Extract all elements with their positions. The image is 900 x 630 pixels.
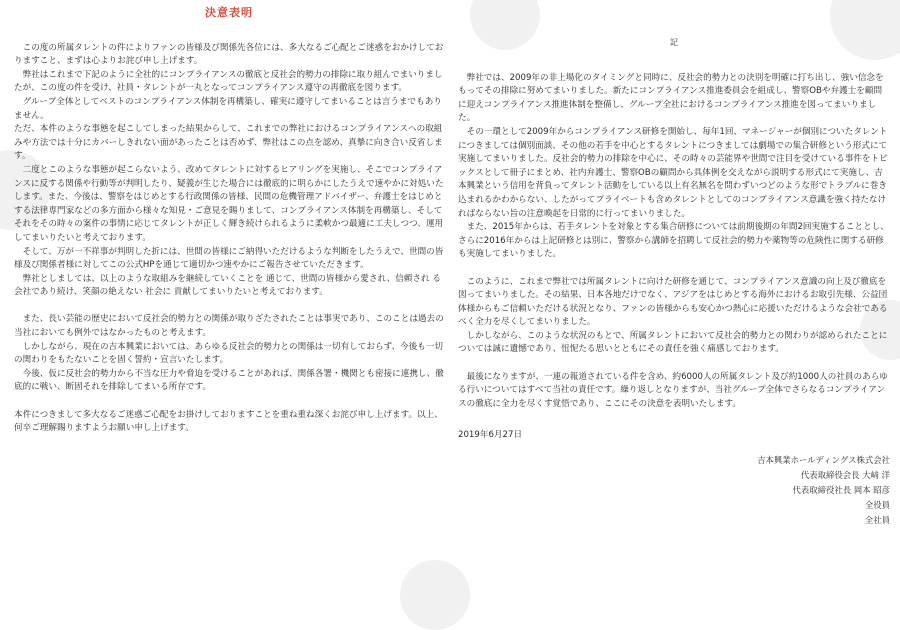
paragraph: 最後になりますが、一連の報道されている件を含め、約6000人の所属タレント及び約1000人の社員のあらゆる行いについてはすべて当社の責任です。繰り返しとなりますが、当社グループ全体でさらなるコンプライアンスの徹底に全力を尽くす覚悟であり、ここにその決意を表明いたします。 xyxy=(458,371,888,409)
right-body xyxy=(458,72,890,412)
paragraph-gap xyxy=(458,357,890,371)
signature-officers: 全役員 xyxy=(864,500,890,511)
left-body xyxy=(14,42,444,436)
paragraph: このように、これまで弊社では所属タレントに向けた研修を通じて、コンプライアンス意識の向上及び徹底を図ってまいりました。その結果、日本各地だけでなく、アジアをはじめとする海外におけるお取引先様、公益団体様からもご信頼いただける状況となり、ファンの皆様からも安心かつ熱心に応援いただけるような会社であるべく全力を尽くしてまいりました。 xyxy=(458,276,888,328)
left-page xyxy=(14,0,444,600)
section-heading: 記 xyxy=(670,38,678,47)
paragraph: しかしながら、このような状況のもとで、所属タレントにおいて反社会的勢力との関わりが認められたことについては誠に遺憾であり、忸怩たる思いとともにその責任を強く痛感しております。 xyxy=(458,330,888,355)
paragraph: そして、万が一不祥事が判明した折には、世間の皆様にご納得いただけるような判断をしたうえで、世間の皆様及び関係者様に対してこの公式HPを通じて適切かつ速やかにご報告させていただきます。 xyxy=(14,246,444,271)
paragraph: 弊社では、2009年の非上場化のタイミングと同時に、反社会的勢力との決別を明確に打ち出し、強い信念をもってその排除に努めてまいりました。新たにコンプライアンス推進委員会を組成し、警察OBや弁護士を顧問に迎えコンプライアンス推進体制を整備し、グループ全社におけるコンプライアンス推進を図ってまいりました。 xyxy=(458,72,884,124)
paragraph: 弊社としましては、以上のような取組みを継続していくことを 通じて、世間の皆様から愛され、信頼され る会社であり続け、笑顔の絶えない 社会に 貢献してまいりたいと考えております。 xyxy=(14,273,441,298)
paragraph-gap xyxy=(14,300,444,314)
paragraph: グループ全体としてベストのコンプライアンス体制を再構築し、確実に遵守してまいることは言うまでもありません。 xyxy=(14,96,442,121)
paragraph: また、2015年からは、若手タレントを対象とする集合研修については前期後期の年間2回実施することとし、さらに2016年からは上記研修とは別に、警察から講師を招聘して反社会的勢力や薬物等の危険性に関する研修も実施してまいりました。 xyxy=(458,222,889,260)
paragraph: 本件につきまして多大なるご迷惑ご心配をお掛けしておりますことを重ね重ね深くお詫び申し上げます。以上、何卒ご理解賜りますようお願い申し上げます。 xyxy=(14,409,443,434)
right-page xyxy=(458,0,890,600)
paragraph: 今後、仮に反社会的勢力から不当な圧力や脅迫を受けることがあれば、関係各署・機関とも密接に連携し、徹底的に戦い、断固それを排除してまいる所存です。 xyxy=(14,368,444,393)
signature-employees: 全社員 xyxy=(864,515,890,526)
paragraph: また、長い芸能の歴史において反社会的勢力との関係が取りざたされたことは事実であり、このことは過去の当社においても例外ではなかったものと考えます。 xyxy=(14,314,444,339)
signature-company: 吉本興業ホールディングス株式会社 xyxy=(757,455,890,466)
signature-president: 代表取締役社長 岡本 昭彦 xyxy=(792,485,890,496)
document-title: 決意表明 xyxy=(205,6,253,19)
paragraph-gap xyxy=(14,395,444,409)
signature-chairman: 代表取締役会長 大﨑 洋 xyxy=(800,470,890,481)
paragraph: 二度とこのような事態が起こらないよう、改めてタレントに対するヒアリングを実施し、そこでコンプライアンスに反する関係や行動等が判明したり、疑義が生じた場合には徹底的に明らかにしたうえで速やかに対処いたします。また、今後は、警察をはじめとする行政関係の皆様、民間の危機管理アドバイザー、弁護士をはじめとする法律専門家などの多方面から様々な知見・ご意見を賜りまして、コンプライアンス体制を再構築し、そしてそれをその時々の案件の事情に応じてタレントが正しく輝き続けられるように柔軟かつ最適に工夫しつつ、運用してまいりたいと考えております。 xyxy=(14,164,444,243)
paragraph: しかしながら、現在の吉本興業においては、あらゆる反社会的勢力との関係は一切有しておらず、今後も一切の関わりをもたないことを固く誓約・宣言いたします。 xyxy=(14,341,444,366)
paragraph-gap xyxy=(458,262,890,276)
paragraph: 弊社はこれまで下記のように全社的にコンプライアンスの徹底と反社会的勢力の排除に取り組んでまいりましたが、この度の件を受け、社員・タレントが一丸となってコンプライアンス遵守の再徹底を図ります。 xyxy=(14,69,443,94)
paragraph: ただ、本件のような事態を起こしてしまった結果からして、これまでの弊社におけるコンプライアンスへの取組みや方法では十分にカバーしきれない面があったことは否めず、弊社はこの点を認め、真摯に向き合い反省します。 xyxy=(14,124,443,162)
paragraph: その一環として2009年からコンプライアンス研修を開始し、毎年1回、マネージャーが個別についたタレントにつきましては個別面談、その他の若手を中心とするタレントにつきましては劇場での集合研修という形式にて実施してまいりました。反社会的勢力の排除を中心に、その時々の芸能界や世間で注目を受けている事件をトピックスとして冊子にまとめ、社内弁護士、警察OBの顧問から具体例を交えながら説明する形式にて実施し、吉本興業という信用を背負ってタレント活動をしている以上有名無名を問わずいつどのような形でトラブルに巻き込まれるかわからない、したがってプライベートも含めタレントとしてのコンプライアンス意識を強く持たなければならない旨の注意喚起を日常的に行ってまいりました。 xyxy=(458,126,888,219)
paragraph: この度の所属タレントの件によりファンの皆様及び関係先各位には、多大なるご心配とご迷惑をおかけしておりますこと、まずは心よりお詫び申し上げます。 xyxy=(14,42,444,67)
document-date: 2019年6月27日 xyxy=(458,430,523,441)
signature-block xyxy=(458,453,890,528)
